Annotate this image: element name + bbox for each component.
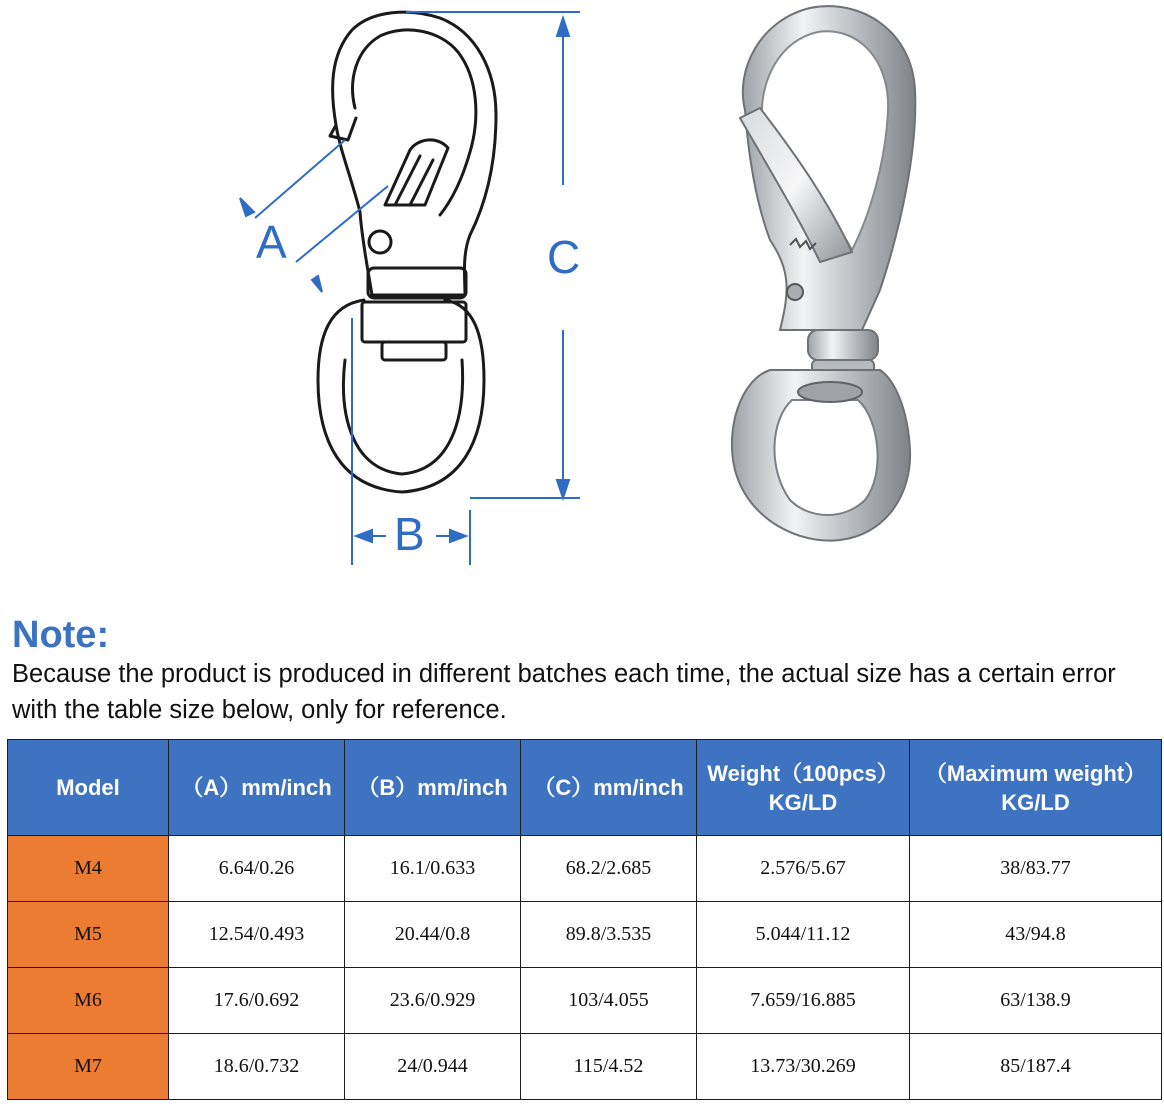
table-header-a: （A）mm/inch <box>169 740 345 836</box>
note-body: Because the product is produced in different batches each time, the actual size has a certain error with the table size below, only for reference. <box>12 660 1116 724</box>
table-cell-max-weight: 63/138.9 <box>910 968 1162 1034</box>
table-header-weight: Weight（100pcs） KG/LD <box>697 740 910 836</box>
table-row <box>8 968 1162 1034</box>
table-cell-weight: 5.044/11.12 <box>697 902 910 968</box>
table-cell-c: 115/4.52 <box>521 1034 697 1100</box>
table-header-b: （B）mm/inch <box>345 740 521 836</box>
table-cell-c: 89.8/3.535 <box>521 902 697 968</box>
table-cell-c: 103/4.055 <box>521 968 697 1034</box>
table-row <box>8 836 1162 902</box>
table-header-row <box>8 740 1162 836</box>
table-header-max-weight: （Maximum weight） KG/LD <box>910 740 1162 836</box>
dimension-label-a: A <box>256 216 287 268</box>
table-header-model: Model <box>8 740 169 836</box>
snap-hook-dimension-drawing <box>0 0 620 600</box>
table-cell-a: 18.6/0.732 <box>169 1034 345 1100</box>
table-cell-b: 23.6/0.929 <box>345 968 521 1034</box>
model-cell: M6 <box>8 968 169 1034</box>
table-cell-b: 24/0.944 <box>345 1034 521 1100</box>
table-cell-max-weight: 85/187.4 <box>910 1034 1162 1100</box>
table-cell-weight: 13.73/30.269 <box>697 1034 910 1100</box>
table-header-c: （C）mm/inch <box>521 740 697 836</box>
snap-hook-product-photo <box>640 0 1100 560</box>
note-title: Note: <box>12 614 110 656</box>
table-row <box>8 1034 1162 1100</box>
table-row <box>8 902 1162 968</box>
size-table <box>7 739 1162 1100</box>
dimension-label-c: C <box>547 231 581 283</box>
model-cell: M7 <box>8 1034 169 1100</box>
table-cell-c: 68.2/2.685 <box>521 836 697 902</box>
table-cell-a: 12.54/0.493 <box>169 902 345 968</box>
table-cell-weight: 2.576/5.67 <box>697 836 910 902</box>
table-cell-a: 6.64/0.26 <box>169 836 345 902</box>
table-cell-max-weight: 43/94.8 <box>910 902 1162 968</box>
table-cell-a: 17.6/0.692 <box>169 968 345 1034</box>
model-cell: M4 <box>8 836 169 902</box>
table-cell-max-weight: 38/83.77 <box>910 836 1162 902</box>
table-cell-weight: 7.659/16.885 <box>697 968 910 1034</box>
model-cell: M5 <box>8 902 169 968</box>
table-cell-b: 16.1/0.633 <box>345 836 521 902</box>
table-cell-b: 20.44/0.8 <box>345 902 521 968</box>
dimension-label-b: B <box>394 508 425 560</box>
